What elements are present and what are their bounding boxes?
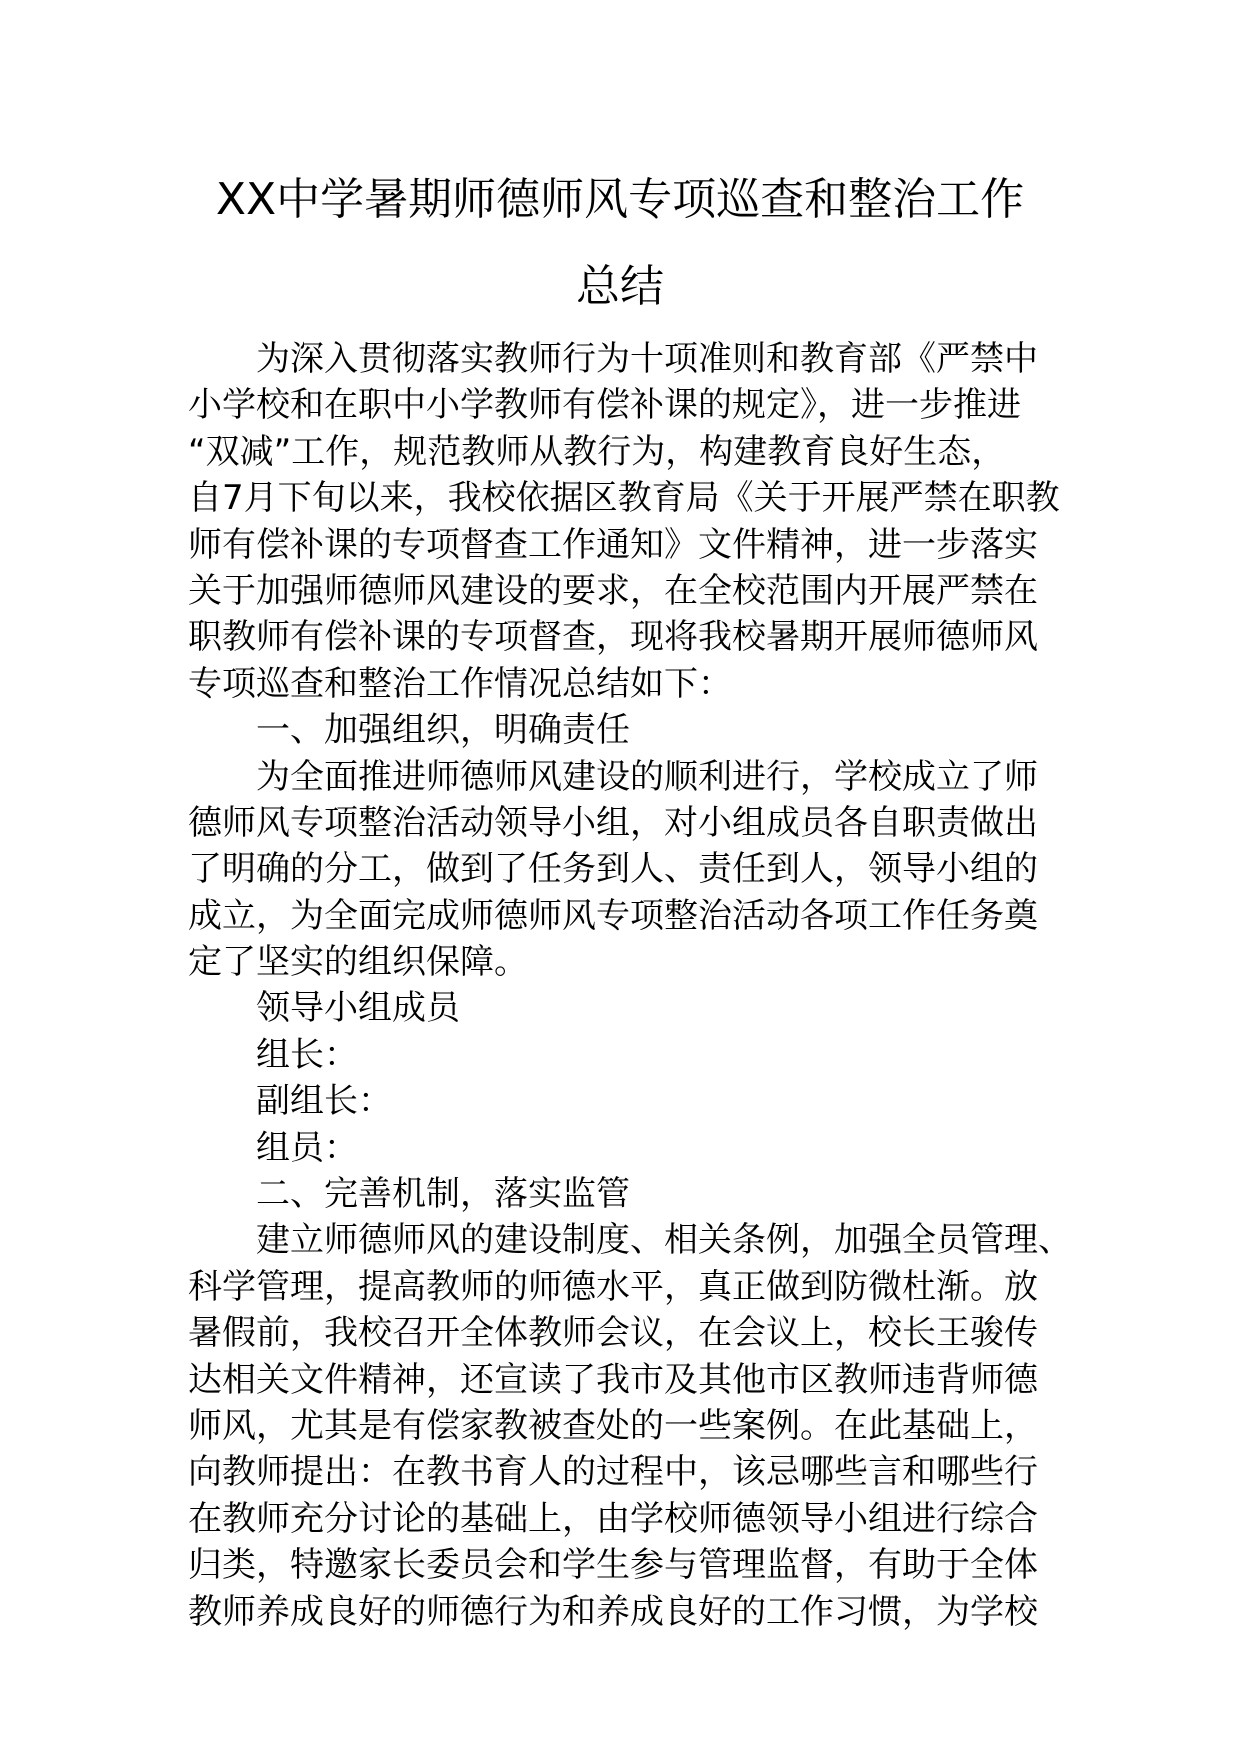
body-text-line: 关于加强师德师风建设的要求，在全校范围内开展严禁在 — [188, 570, 1038, 611]
body-text-line: 专项巡查和整治工作情况总结如下： — [188, 663, 732, 704]
body-text-line: 定了坚实的组织保障。 — [188, 942, 528, 983]
body-text-line: “双减”工作，规范教师从教行为，构建教育良好生态， — [188, 431, 1006, 472]
body-text-line: 组员： — [256, 1127, 358, 1168]
document-title-line-1: XX中学暑期师德师风专项巡查和整治工作 — [215, 174, 1025, 225]
body-text-line: 副组长： — [256, 1081, 392, 1122]
body-text-line: 了明确的分工，做到了任务到人、责任到人，领导小组的 — [188, 849, 1038, 890]
document-body — [188, 336, 1072, 1635]
body-text-line: 职教师有偿补课的专项督查，现将我校暑期开展师德师风 — [188, 617, 1038, 658]
body-text-line: 领导小组成员 — [256, 988, 460, 1029]
body-text-line: 科学管理，提高教师的师德水平，真正做到防微杜渐。放 — [188, 1266, 1038, 1307]
body-text-line: 自7月下旬以来，我校依据区教育局《关于开展严禁在职教 — [188, 478, 1060, 519]
body-text-line: 为深入贯彻落实教师行为十项准则和教育部《严禁中 — [256, 339, 1038, 379]
body-text-line: 建立师德师风的建设制度、相关条例，加强全员管理、 — [256, 1220, 1072, 1261]
body-text-line: 师风，尤其是有偿家教被查处的一些案例。在此基础上， — [188, 1405, 1038, 1446]
body-text-line: 组长： — [256, 1034, 358, 1075]
body-text-line: 小学校和在职中小学教师有偿补课的规定》，进一步推进 — [188, 385, 1021, 426]
body-text-line: 成立，为全面完成师德师风专项整治活动各项工作任务奠 — [188, 895, 1038, 936]
document-title-line-2: 总结 — [576, 261, 664, 312]
body-text-line: 师有偿补课的专项督查工作通知》文件精神，进一步落实 — [188, 524, 1038, 565]
body-text-line: 暑假前，我校召开全体教师会议，在会议上，校长王骏传 — [188, 1313, 1038, 1354]
body-text-line: 向教师提出：在教书育人的过程中，该忌哪些言和哪些行 — [188, 1452, 1038, 1493]
body-text-line: 德师风专项整治活动领导小组，对小组成员各自职责做出 — [188, 802, 1038, 843]
body-text-line: 在教师充分讨论的基础上，由学校师德领导小组进行综合 — [188, 1498, 1038, 1539]
body-text-line: 教师养成良好的师德行为和养成良好的工作习惯，为学校 — [188, 1591, 1038, 1632]
body-text-line: 归类，特邀家长委员会和学生参与管理监督，有助于全体 — [188, 1545, 1038, 1586]
body-text-line: 为全面推进师德师风建设的顺利进行，学校成立了师 — [256, 756, 1038, 797]
body-text-line: 达相关文件精神，还宣读了我市及其他市区教师违背师德 — [188, 1359, 1038, 1400]
body-text-line: 一、加强组织，明确责任 — [256, 710, 630, 751]
body-text-line: 二、完善机制，落实监管 — [256, 1174, 630, 1215]
